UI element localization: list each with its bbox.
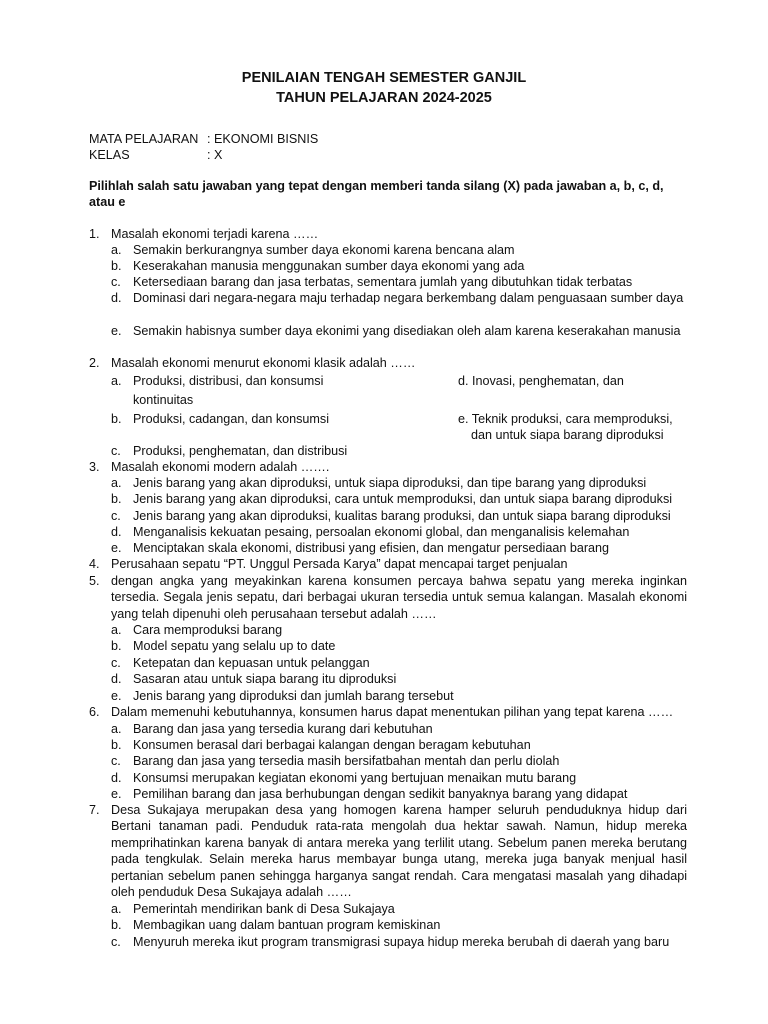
option-6d[interactable] (111, 770, 687, 786)
option-6c[interactable] (111, 753, 687, 769)
option-text: Semakin habisnya sumber daya ekonimi yang disediakan oleh alam karena keserakahan manusia (133, 324, 681, 338)
option-letter: c. (111, 275, 121, 289)
option-letter: b. (111, 492, 122, 506)
exam-year: TAHUN PELAJARAN 2024-2025 (276, 90, 492, 106)
option-text: Produksi, cadangan, dan konsumsi (133, 412, 330, 426)
option-letter: a. (111, 722, 122, 736)
option-letter: b. (111, 918, 122, 932)
option-letter: c. (111, 444, 121, 458)
option-letter: b. (111, 738, 122, 752)
option-text: Konsumen berasal dari berbagai kalangan dengan beragam kebutuhan (133, 738, 531, 752)
option-5b[interactable] (111, 638, 687, 654)
question-text: dengan angka yang meyakinkan karena konsumen percaya bahwa sepatu yang mereka inginkan tersedia. Segala jenis sepatu, dari berbagai ukuran tersedia untuk semua kalangan. Masalah ekonomi yang telah dipenuhi oleh perusahaan tersebut adalah …… (111, 574, 687, 621)
option-text: Jenis barang yang akan diproduksi, kualitas barang produksi, dan untuk siapa barang diproduksi (133, 509, 671, 523)
option-letter: a. (111, 374, 122, 388)
option-letter: d. (111, 771, 122, 785)
option-3e[interactable] (111, 540, 687, 556)
option-text: Jenis barang yang akan diproduksi, cara untuk memproduksi, dan untuk siapa barang diproduksi (133, 492, 673, 506)
option-letter: e. (111, 541, 122, 555)
option-text: Pemilihan barang dan jasa berhubungan dengan sedikit banyaknya barang yang didapat (133, 787, 628, 801)
option-3a[interactable] (111, 475, 687, 491)
option-text: Cara memproduksi barang (133, 623, 283, 637)
option-2e[interactable]: e. Teknik produksi, cara memproduksi, (458, 412, 673, 426)
option-letter: a. (111, 476, 122, 490)
question-text: Masalah ekonomi terjadi karena …… (111, 227, 319, 241)
option-text: Barang dan jasa yang tersedia masih bersifatbahan mentah dan perlu diolah (133, 754, 560, 768)
option-text: Membagikan uang dalam bantuan program kemiskinan (133, 918, 441, 932)
question-text: Perusahaan sepatu “PT. Unggul Persada Karya” dapat mencapai target penjualan (111, 557, 568, 571)
option-text: Jenis barang yang akan diproduksi, untuk siapa diproduksi, dan tipe barang yang diproduksi (133, 476, 647, 490)
question-number: 1. (89, 227, 100, 241)
meta-subject-value: : EKONOMI BISNIS (207, 132, 319, 146)
option-2b[interactable] (111, 411, 330, 427)
option-6b[interactable] (111, 737, 687, 753)
option-letter: a. (111, 623, 122, 637)
option-2d-continued: kontinuitas (133, 393, 194, 407)
option-7b[interactable] (111, 917, 687, 933)
option-1e[interactable] (111, 323, 687, 339)
option-3b[interactable] (111, 491, 687, 507)
option-letter: b. (111, 259, 122, 273)
option-text: Ketepatan dan kepuasan untuk pelanggan (133, 656, 370, 670)
question-4 (89, 556, 687, 572)
option-letter: c. (111, 656, 121, 670)
option-letter: a. (111, 243, 122, 257)
option-text: Dominasi dari negara-negara maju terhadap negara berkembang dalam penguasaan sumber daya (133, 291, 684, 305)
option-text: Produksi, distribusi, dan konsumsi (133, 374, 324, 388)
option-6e[interactable] (111, 786, 687, 802)
option-letter: d. (111, 672, 122, 686)
option-letter: b. (111, 639, 122, 653)
question-text: Masalah ekonomi modern adalah ……. (111, 460, 330, 474)
question-number: 7. (89, 803, 100, 817)
option-1c[interactable] (111, 274, 687, 290)
meta-subject-key: MATA PELAJARAN (89, 132, 199, 146)
option-letter: a. (111, 902, 122, 916)
option-text: Konsumsi merupakan kegiatan ekonomi yang bertujuan menaikan mutu barang (133, 771, 577, 785)
instruction: Pilihlah salah satu jawaban yang tepat dengan memberi tanda silang (X) pada jawaban a, b, c, d, atau e (89, 179, 664, 210)
option-letter: d. (111, 525, 122, 539)
option-6a[interactable] (111, 721, 687, 737)
option-3d[interactable] (111, 524, 687, 540)
option-text: Produksi, penghematan, dan distribusi (133, 444, 348, 458)
option-text: Barang dan jasa yang tersedia kurang dari kebutuhan (133, 722, 433, 736)
option-5a[interactable] (111, 622, 687, 638)
option-letter: c. (111, 935, 121, 949)
option-5d[interactable] (111, 671, 687, 687)
option-letter: e. (111, 787, 122, 801)
option-text: Menganalisis kekuatan pesaing, persoalan ekonomi global, dan menganalisis kelemahan (133, 525, 630, 539)
question-6 (89, 704, 687, 720)
option-1d[interactable] (111, 290, 687, 306)
option-1b[interactable] (111, 258, 687, 274)
option-letter: c. (111, 754, 121, 768)
option-text: Keserakahan manusia menggunakan sumber daya ekonomi yang ada (133, 259, 525, 273)
question-3 (89, 459, 687, 475)
option-text: Jenis barang yang diproduksi dan jumlah barang tersebut (133, 689, 454, 703)
option-2e-continued: dan untuk siapa barang diproduksi (471, 428, 664, 442)
meta-class-value: : X (207, 148, 223, 162)
option-letter: e. (111, 324, 122, 338)
question-number: 6. (89, 705, 100, 719)
question-text: Masalah ekonomi menurut ekonomi klasik adalah …… (111, 356, 416, 370)
option-text: Model sepatu yang selalu up to date (133, 639, 336, 653)
meta-class-key: KELAS (89, 148, 130, 162)
question-1 (89, 226, 687, 242)
question-number: 4. (89, 557, 100, 571)
option-7a[interactable] (111, 901, 687, 917)
option-1a[interactable] (111, 242, 687, 258)
option-2a[interactable] (111, 373, 324, 389)
question-7 (89, 802, 687, 900)
question-number: 3. (89, 460, 100, 474)
option-3c[interactable] (111, 508, 687, 524)
question-number: 2. (89, 356, 100, 370)
option-text: Menciptakan skala ekonomi, distribusi yang efisien, dan mengatur persediaan barang (133, 541, 610, 555)
option-2c[interactable] (111, 443, 687, 459)
option-letter: d. (111, 291, 122, 305)
option-letter: b. (111, 412, 122, 426)
option-5e[interactable] (111, 688, 687, 704)
option-text: Sasaran atau untuk siapa barang itu diproduksi (133, 672, 397, 686)
option-7c[interactable] (111, 934, 687, 950)
question-number: 5. (89, 574, 100, 588)
option-letter: c. (111, 509, 121, 523)
option-text: Ketersediaan barang dan jasa terbatas, sementara jumlah yang dibutuhkan tidak terbatas (133, 275, 633, 289)
option-letter: e. (111, 689, 122, 703)
exam-title: PENILAIAN TENGAH SEMESTER GANJIL (241, 70, 527, 86)
option-text: Menyuruh mereka ikut program transmigrasi supaya hidup mereka berubah di daerah yang baru (133, 935, 670, 949)
question-2 (89, 355, 687, 371)
option-2d[interactable]: d. Inovasi, penghematan, dan (458, 374, 624, 388)
question-5 (89, 573, 687, 622)
option-text: Semakin berkurangnya sumber daya ekonomi karena bencana alam (133, 243, 515, 257)
option-text: Pemerintah mendirikan bank di Desa Sukajaya (133, 902, 395, 916)
question-text: Dalam memenuhi kebutuhannya, konsumen harus dapat menentukan pilihan yang tepat karena …… (111, 705, 674, 719)
question-text: Desa Sukajaya merupakan desa yang homogen karena hamper seluruh penduduknya hidup dari Bertani tanaman padi. Penduduk rata-rata mengolah dua hektar sawah. Namun, hidup mereka memprihatinkan karena banyak di antara mereka yang terlilit utang. Sebelum panen mereka berutang pada tengkulak. Selain mereka harus membayar bunga utang, mereka juga banyak menjual hasil pertanian sebelum panen sehingga harganya sangat rendah. Cara mengatasi masalah yang dihadapi oleh penduduk Desa Sukajaya adalah …… (111, 803, 687, 900)
option-5c[interactable] (111, 655, 687, 671)
